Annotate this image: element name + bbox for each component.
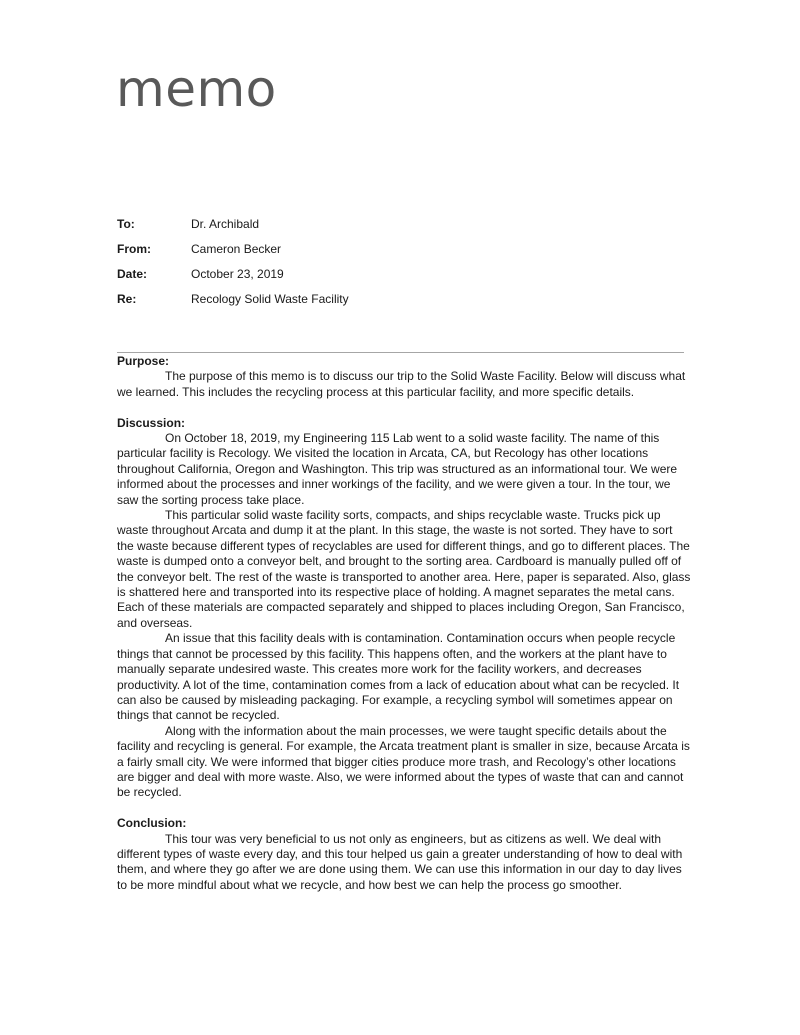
memo-body <box>117 354 692 909</box>
discussion-paragraph: This particular solid waste facility sorts, compacts, and ships recyclable waste. Trucks pick up waste throughout Arcata and dump it at the plant. In this stage, the waste is not sorted. They have to sort the waste because different types of recyclables are used for different things, and go to different places. The waste is dumped onto a conveyor belt, and brought to the sorting area. Cardboard is manually pulled off of the conveyor belt. The rest of the waste is transported to another area. Here, paper is separated. Also, glass is shattered here and transported into its respective place of holding. A magnet separates the metal cans. Each of these materials are compacted separately and shipped to places including Oregon, San Francisco, and overseas. <box>117 508 691 630</box>
discussion-paragraph: Along with the information about the main processes, we were taught specific details about the facility and recycling is general. For example, the Arcata treatment plant is smaller in size, because Arcata is a fairly small city. We were informed that bigger cities produce more trash, and Recology’s other locations are bigger and deal with more waste. Also, we were informed about the types of waste that can and cannot be recycled. <box>117 723 690 800</box>
conclusion-section <box>117 816 692 893</box>
from-value: Cameron Becker <box>191 242 282 256</box>
re-label: Re: <box>117 292 137 306</box>
to-value: Dr. Archibald <box>191 217 260 231</box>
date-value: October 23, 2019 <box>191 267 284 281</box>
from-label: From: <box>117 242 151 256</box>
discussion-heading: Discussion: <box>117 415 186 430</box>
from-field <box>117 239 684 264</box>
purpose-heading: Purpose: <box>117 354 170 368</box>
date-label: Date: <box>117 267 148 281</box>
conclusion-heading: Conclusion: <box>117 816 187 831</box>
discussion-paragraph: On October 18, 2019, my Engineering 115 Lab went to a solid waste facility. The name of this particular facility is Recology. We visited the location in Arcata, CA, but Recology has other locations throughout California, Oregon and Washington. This trip was structured as an informational tour. We were informed about the processes and inner workings of the facility, and we were given a tour. In the tour, we saw the sorting process take place. <box>117 431 678 507</box>
conclusion-paragraph: This tour was very beneficial to us not only as engineers, but as citizens as well. We deal with different types of waste every day, and this tour helped us gain a greater understanding of how to deal with them, and where they go after we are done using them. We can use this information in our day to day lives to be more mindful about what we recycle, and how best we can help the process go smoother. <box>117 831 683 892</box>
re-value: Recology Solid Waste Facility <box>191 292 349 306</box>
header-divider <box>117 352 684 353</box>
to-field <box>117 214 684 239</box>
to-label: To: <box>117 217 135 231</box>
date-field <box>117 264 684 289</box>
discussion-section <box>117 416 692 801</box>
re-field <box>117 289 684 314</box>
discussion-paragraph: An issue that this facility deals with is contamination. Contamination occurs when people recycle things that cannot be processed by this facility. This happens often, and the workers at the plant have to manually separate undesired waste. This creates more work for the facility workers, and decreases productivity. A lot of the time, contamination comes from a lack of education about what can be recycled. It can also be caused by misleading packaging. For example, a recycling symbol will sometimes appear on things that cannot be recycled. <box>117 631 680 723</box>
memo-title: memo <box>116 60 277 118</box>
purpose-section <box>117 354 692 400</box>
purpose-paragraph: The purpose of this memo is to discuss our trip to the Solid Waste Facility. Below will discuss what we learned. This includes the recycling process at this particular facility, and more specific details. <box>117 369 686 399</box>
memo-header-fields <box>117 214 684 314</box>
